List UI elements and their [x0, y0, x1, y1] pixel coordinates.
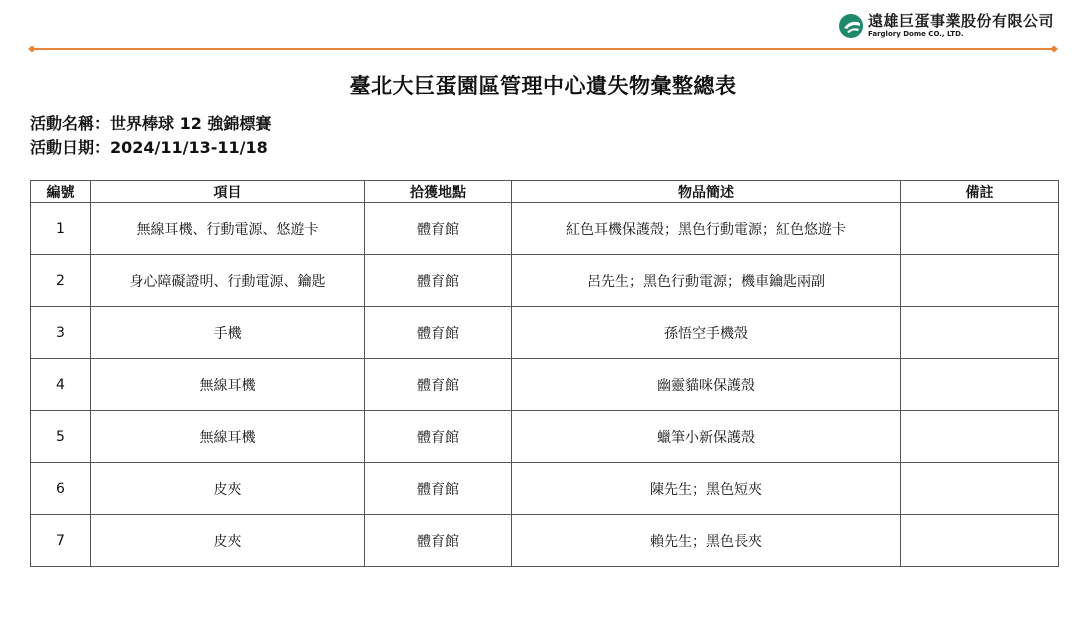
cell-description: 紅色耳機保護殼；黑色行動電源；紅色悠遊卡 — [512, 203, 901, 255]
cell-description: 陳先生；黑色短夾 — [512, 463, 901, 515]
cell-number: 1 — [31, 203, 91, 255]
company-logo — [838, 12, 1054, 39]
cell-location: 體育館 — [365, 359, 512, 411]
table-row — [31, 359, 1059, 411]
header-description: 物品簡述 — [512, 181, 901, 203]
cell-item: 手機 — [91, 307, 365, 359]
cell-location: 體育館 — [365, 307, 512, 359]
cell-remarks — [901, 359, 1059, 411]
header-remarks: 備註 — [901, 181, 1059, 203]
cell-number: 2 — [31, 255, 91, 307]
cell-remarks — [901, 463, 1059, 515]
company-name-en: Farglory Dome CO., LTD. — [867, 30, 964, 38]
table-row — [31, 411, 1059, 463]
cell-location: 體育館 — [365, 515, 512, 567]
header-item: 項目 — [91, 181, 365, 203]
cell-description: 孫悟空手機殼 — [512, 307, 901, 359]
page-title: 臺北大巨蛋園區管理中心遺失物彙整總表 — [349, 74, 737, 98]
table-header-row — [31, 181, 1059, 203]
cell-item: 皮夾 — [91, 463, 365, 515]
cell-remarks — [901, 411, 1059, 463]
cell-number: 7 — [31, 515, 91, 567]
header-divider — [28, 44, 1058, 54]
cell-location: 體育館 — [365, 411, 512, 463]
table-row — [31, 255, 1059, 307]
cell-item: 皮夾 — [91, 515, 365, 567]
cell-item: 身心障礙證明、行動電源、鑰匙 — [91, 255, 365, 307]
company-name: 遠雄巨蛋事業股份有限公司 — [867, 12, 1054, 30]
cell-remarks — [901, 515, 1059, 567]
farglory-logo-icon — [838, 13, 864, 39]
cell-item: 無線耳機、行動電源、悠遊卡 — [91, 203, 365, 255]
cell-description: 蠟筆小新保護殼 — [512, 411, 901, 463]
event-date: 活動日期：2024/11/13-11/18 — [30, 138, 268, 157]
header-location: 拾獲地點 — [365, 181, 512, 203]
cell-number: 4 — [31, 359, 91, 411]
table-row — [31, 463, 1059, 515]
event-name: 活動名稱：世界棒球 12 強錦標賽 — [30, 114, 272, 133]
cell-location: 體育館 — [365, 203, 512, 255]
cell-number: 5 — [31, 411, 91, 463]
header-number: 編號 — [31, 181, 91, 203]
lost-items-table — [30, 180, 1059, 567]
cell-location: 體育館 — [365, 255, 512, 307]
cell-item: 無線耳機 — [91, 359, 365, 411]
cell-remarks — [901, 307, 1059, 359]
cell-item: 無線耳機 — [91, 411, 365, 463]
cell-description: 幽靈貓咪保護殼 — [512, 359, 901, 411]
cell-number: 6 — [31, 463, 91, 515]
cell-remarks — [901, 255, 1059, 307]
cell-description: 賴先生；黑色長夾 — [512, 515, 901, 567]
cell-remarks — [901, 203, 1059, 255]
cell-number: 3 — [31, 307, 91, 359]
cell-description: 呂先生；黑色行動電源；機車鑰匙兩副 — [512, 255, 901, 307]
cell-location: 體育館 — [365, 463, 512, 515]
table-row — [31, 307, 1059, 359]
table-row — [31, 515, 1059, 567]
table-row — [31, 203, 1059, 255]
